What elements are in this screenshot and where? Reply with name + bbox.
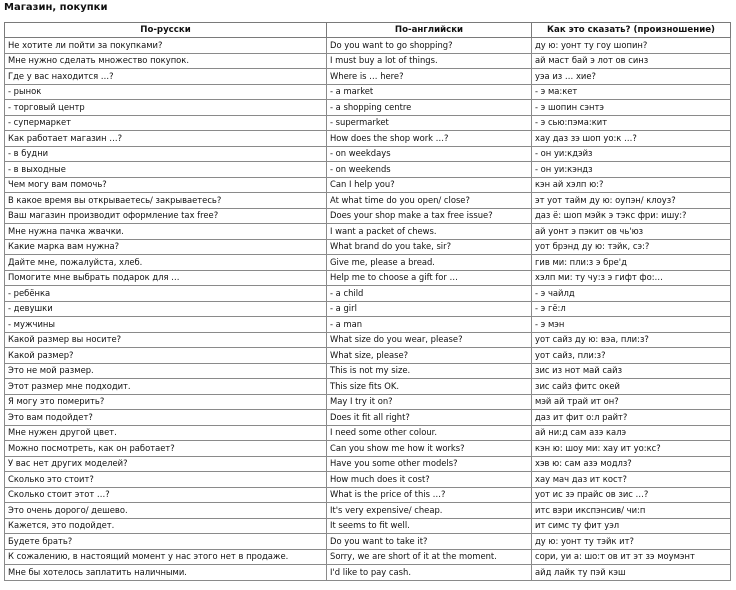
table-row bbox=[5, 379, 731, 395]
table-row bbox=[5, 410, 731, 426]
cell-pronunciation: зис сайз фитс окей bbox=[532, 379, 731, 395]
cell-english: - a market bbox=[327, 84, 532, 100]
cell-english: How much does it cost? bbox=[327, 472, 532, 488]
cell-russian: Сколько стоит этот …? bbox=[5, 487, 327, 503]
cell-russian: Мне нужен другой цвет. bbox=[5, 425, 327, 441]
table-row bbox=[5, 286, 731, 302]
cell-pronunciation: хау мач даз ит кост? bbox=[532, 472, 731, 488]
column-header-pronunciation: Как это сказать? (произношение) bbox=[532, 23, 731, 38]
cell-russian: Какой размер? bbox=[5, 348, 327, 364]
cell-russian: Чем могу вам помочь? bbox=[5, 177, 327, 193]
table-body bbox=[5, 38, 731, 581]
table-row bbox=[5, 441, 731, 457]
cell-pronunciation: гив ми: пли:з э брe'д bbox=[532, 255, 731, 271]
cell-english: Have you some other models? bbox=[327, 456, 532, 472]
cell-pronunciation: ай уонт э пэкит ов чь'юз bbox=[532, 224, 731, 240]
table-row bbox=[5, 100, 731, 116]
cell-english: - a girl bbox=[327, 301, 532, 317]
cell-english: It seems to fit well. bbox=[327, 518, 532, 534]
cell-english: This is not my size. bbox=[327, 363, 532, 379]
cell-english: Where is … here? bbox=[327, 69, 532, 85]
table-row bbox=[5, 317, 731, 333]
cell-english: What is the price of this …? bbox=[327, 487, 532, 503]
cell-english: Do you want to go shopping? bbox=[327, 38, 532, 54]
cell-russian: Это вам подойдет? bbox=[5, 410, 327, 426]
table-row bbox=[5, 332, 731, 348]
column-header-russian: По-русски bbox=[5, 23, 327, 38]
cell-pronunciation: ду ю: уонт ту гоу шопин? bbox=[532, 38, 731, 54]
cell-russian: Помогите мне выбрать подарок для … bbox=[5, 270, 327, 286]
cell-pronunciation: - он уи:кэндз bbox=[532, 162, 731, 178]
cell-pronunciation: кэн ай хэлп ю:? bbox=[532, 177, 731, 193]
cell-russian: - ребёнка bbox=[5, 286, 327, 302]
cell-english: How does the shop work …? bbox=[327, 131, 532, 147]
table-row bbox=[5, 177, 731, 193]
phrase-table bbox=[4, 22, 731, 581]
cell-pronunciation: даз ё: шоп мэйк э тэкс фри: ишу:? bbox=[532, 208, 731, 224]
cell-english: I need some other colour. bbox=[327, 425, 532, 441]
cell-english: Does it fit all right? bbox=[327, 410, 532, 426]
table-row bbox=[5, 549, 731, 565]
table-row bbox=[5, 84, 731, 100]
table-row bbox=[5, 115, 731, 131]
table-row bbox=[5, 534, 731, 550]
cell-russian: Дайте мне, пожалуйста, хлеб. bbox=[5, 255, 327, 271]
cell-pronunciation: кэн ю: шоу ми: хау ит уо:кс? bbox=[532, 441, 731, 457]
cell-english: Does your shop make a tax free issue? bbox=[327, 208, 532, 224]
cell-russian: Какой размер вы носите? bbox=[5, 332, 327, 348]
table-row bbox=[5, 472, 731, 488]
cell-pronunciation: - э сью:пэма:кит bbox=[532, 115, 731, 131]
cell-russian: Сколько это стоит? bbox=[5, 472, 327, 488]
cell-pronunciation: - э ма:кет bbox=[532, 84, 731, 100]
cell-pronunciation: айд лайк ту пэй кэш bbox=[532, 565, 731, 581]
cell-english: What size do you wear, please? bbox=[327, 332, 532, 348]
cell-pronunciation: уот сайз ду ю: вэа, пли:з? bbox=[532, 332, 731, 348]
cell-russian: Кажется, это подойдет. bbox=[5, 518, 327, 534]
table-row bbox=[5, 255, 731, 271]
cell-english: It's very expensive/ cheap. bbox=[327, 503, 532, 519]
cell-english: I want a packet of chews. bbox=[327, 224, 532, 240]
cell-pronunciation: сори, уи а: шо:т ов ит эт зэ моумэнт bbox=[532, 549, 731, 565]
table-row bbox=[5, 270, 731, 286]
cell-english: - supermarket bbox=[327, 115, 532, 131]
cell-english: Help me to choose a gift for … bbox=[327, 270, 532, 286]
cell-pronunciation: - э мэн bbox=[532, 317, 731, 333]
cell-english: Do you want to take it? bbox=[327, 534, 532, 550]
cell-russian: - рынок bbox=[5, 84, 327, 100]
cell-russian: - торговый центр bbox=[5, 100, 327, 116]
cell-english: - a child bbox=[327, 286, 532, 302]
page-title: Магазин, покупки bbox=[4, 2, 108, 13]
cell-russian: Это очень дорого/ дешево. bbox=[5, 503, 327, 519]
table-row bbox=[5, 425, 731, 441]
table-row bbox=[5, 208, 731, 224]
cell-pronunciation: хэв ю: сам азэ модлз? bbox=[532, 456, 731, 472]
cell-pronunciation: уот брэнд ду ю: тэйк, сэ:? bbox=[532, 239, 731, 255]
cell-russian: Ваш магазин производит оформление tax free? bbox=[5, 208, 327, 224]
cell-russian: - супермаркет bbox=[5, 115, 327, 131]
table-row bbox=[5, 301, 731, 317]
table-row bbox=[5, 53, 731, 69]
cell-pronunciation: хэлп ми: ту чу:з э гифт фо:… bbox=[532, 270, 731, 286]
cell-english: Can you show me how it works? bbox=[327, 441, 532, 457]
cell-english: - on weekdays bbox=[327, 146, 532, 162]
cell-pronunciation: - э гё:л bbox=[532, 301, 731, 317]
cell-english: I must buy a lot of things. bbox=[327, 53, 532, 69]
table-row bbox=[5, 394, 731, 410]
table-row bbox=[5, 131, 731, 147]
cell-pronunciation: - он уи:кдэйз bbox=[532, 146, 731, 162]
cell-russian: Где у вас находится …? bbox=[5, 69, 327, 85]
cell-russian: Какие марка вам нужна? bbox=[5, 239, 327, 255]
cell-pronunciation: зис из нот май сайз bbox=[532, 363, 731, 379]
cell-russian: Я могу это померить? bbox=[5, 394, 327, 410]
table-header-row bbox=[5, 23, 731, 38]
cell-russian: Можно посмотреть, как он работает? bbox=[5, 441, 327, 457]
cell-russian: - в будни bbox=[5, 146, 327, 162]
cell-english: Give me, please a bread. bbox=[327, 255, 532, 271]
cell-pronunciation: итс вэри икспэнсив/ чи:п bbox=[532, 503, 731, 519]
cell-english: What size, please? bbox=[327, 348, 532, 364]
table-row bbox=[5, 162, 731, 178]
cell-russian: Мне нужно сделать множество покупок. bbox=[5, 53, 327, 69]
cell-russian: У вас нет других моделей? bbox=[5, 456, 327, 472]
cell-pronunciation: мэй ай трай ит он? bbox=[532, 394, 731, 410]
cell-pronunciation: ай ни:д сам азэ калэ bbox=[532, 425, 731, 441]
cell-russian: В какое время вы открываетесь/ закрываетесь? bbox=[5, 193, 327, 209]
cell-english: - on weekends bbox=[327, 162, 532, 178]
cell-pronunciation: - э чайлд bbox=[532, 286, 731, 302]
table-row bbox=[5, 38, 731, 54]
cell-english: - a man bbox=[327, 317, 532, 333]
cell-russian: Как работает магазин …? bbox=[5, 131, 327, 147]
cell-english: Can I help you? bbox=[327, 177, 532, 193]
cell-pronunciation: хау даз зэ шоп уо:к …? bbox=[532, 131, 731, 147]
table-row bbox=[5, 518, 731, 534]
cell-russian: Мне бы хотелось заплатить наличными. bbox=[5, 565, 327, 581]
column-header-english: По-английски bbox=[327, 23, 532, 38]
cell-russian: - мужчины bbox=[5, 317, 327, 333]
table-row bbox=[5, 193, 731, 209]
cell-russian: - в выходные bbox=[5, 162, 327, 178]
cell-english: This size fits OK. bbox=[327, 379, 532, 395]
table-row bbox=[5, 146, 731, 162]
cell-pronunciation: уот сайз, пли:з? bbox=[532, 348, 731, 364]
cell-english: At what time do you open/ close? bbox=[327, 193, 532, 209]
table-row bbox=[5, 348, 731, 364]
cell-pronunciation: уот ис зэ прайс ов зис …? bbox=[532, 487, 731, 503]
cell-russian: Не хотите ли пойти за покупками? bbox=[5, 38, 327, 54]
cell-pronunciation: ду ю: уонт ту тэйк ит? bbox=[532, 534, 731, 550]
cell-english: Sorry, we are short of it at the moment. bbox=[327, 549, 532, 565]
cell-pronunciation: - э шопин сэнтэ bbox=[532, 100, 731, 116]
cell-russian: К сожалению, в настоящий момент у нас этого нет в продаже. bbox=[5, 549, 327, 565]
cell-english: I'd like to pay cash. bbox=[327, 565, 532, 581]
table-row bbox=[5, 239, 731, 255]
cell-russian: Этот размер мне подходит. bbox=[5, 379, 327, 395]
table-row bbox=[5, 224, 731, 240]
table-row bbox=[5, 363, 731, 379]
cell-english: May I try it on? bbox=[327, 394, 532, 410]
cell-russian: Это не мой размер. bbox=[5, 363, 327, 379]
table-row bbox=[5, 487, 731, 503]
cell-pronunciation: уэа из … хие? bbox=[532, 69, 731, 85]
cell-pronunciation: ит симс ту фит уэл bbox=[532, 518, 731, 534]
table-row bbox=[5, 69, 731, 85]
cell-russian: Будете брать? bbox=[5, 534, 327, 550]
cell-pronunciation: ай маст бай э лот ов синз bbox=[532, 53, 731, 69]
table-row bbox=[5, 456, 731, 472]
cell-pronunciation: эт уот тайм ду ю: оупэн/ клоуз? bbox=[532, 193, 731, 209]
cell-english: - a shopping centre bbox=[327, 100, 532, 116]
cell-english: What brand do you take, sir? bbox=[327, 239, 532, 255]
table-row bbox=[5, 503, 731, 519]
table-row bbox=[5, 565, 731, 581]
cell-russian: Мне нужна пачка жвачки. bbox=[5, 224, 327, 240]
cell-russian: - девушки bbox=[5, 301, 327, 317]
cell-pronunciation: даз ит фит о:л райт? bbox=[532, 410, 731, 426]
